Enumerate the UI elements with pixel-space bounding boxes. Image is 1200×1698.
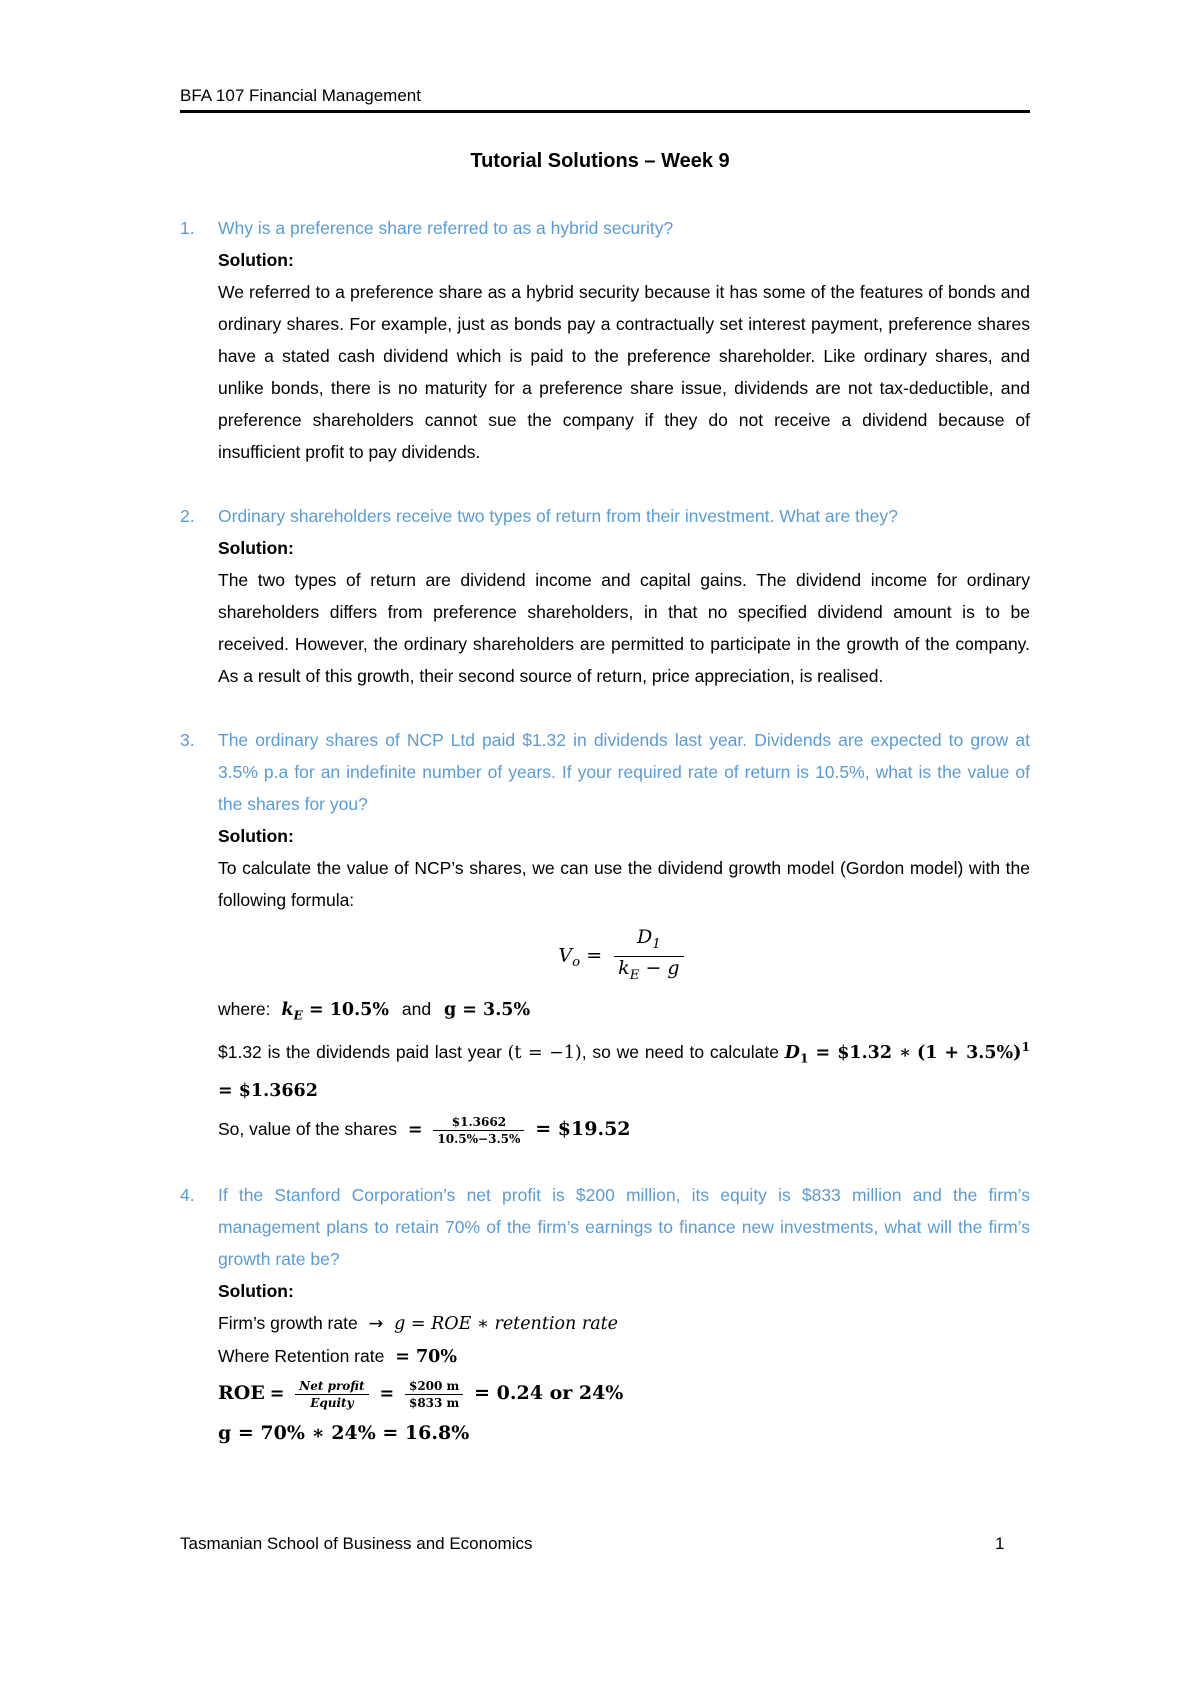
header-rule <box>180 110 1030 113</box>
footer-school: Tasmanian School of Business and Economics <box>180 1534 533 1553</box>
answer-text: We referred to a preference share as a hybrid security because it has some of the features of bonds and ordinary shares. For example, just as bonds pay a contractually set interest payment, preference shares have a stated cash dividend which is paid to the preference shareholder. Like ordinary shares, and unlike bonds, there is no maturity for a preference share issue, dividends are not tax-deductible, and preference shareholders cannot sue the company if they do not receive a dividend because of insufficient profit to pay dividends. <box>218 282 1030 462</box>
question-3 <box>180 724 1030 1147</box>
answer-text: The two types of return are dividend income and capital gains. The dividend income for ordinary shareholders differs from preference shareholders, in that no specified dividend amount is to be received. However, the ordinary shareholders are permitted to participate in the growth of the company. As a result of this growth, their second source of return, price appreciation, is realised. <box>218 570 1030 686</box>
document-body <box>180 212 1030 1481</box>
share-value-line: So, value of the shares = $\frac{\$1.3662}{10.5\%-3.5\%}$ = $19.52 <box>218 1115 631 1147</box>
question-text: Ordinary shareholders receive two types of return from their investment. What are they? <box>218 506 898 526</box>
question-text: If the Stanford Corporation’s net profit is $200 million, its equity is $833 million and the firm’s management plans to retain 70% of the firm’s earnings to finance new investments, what will the firm’s growth rate be? <box>218 1185 1030 1270</box>
share-value-fraction: $\frac{\$1.3662}{10.5\%-3.5\%}$ <box>433 1114 524 1147</box>
roe-fraction-2: $\frac{\$200 m}{\$833 m}$ <box>405 1378 463 1411</box>
question-number: 3. <box>180 730 195 750</box>
course-header: BFA 107 Financial Management <box>180 86 421 105</box>
dividend-calc-line: $1.32 is the dividends paid last year (t = −1), so we need to calculate $D_1$ = $1.32 ∗ $(1 + 3.5\%)^1$ = $1.3662 <box>218 1039 1030 1102</box>
roe-line: ROE = $\frac{\text{Net profit}}{\text{Equity}}$ = $\frac{\$200 m}{\$833 m}$ = 0.24 or 24% <box>218 1379 624 1411</box>
answer-text: To calculate the value of NCP’s shares, we can use the dividend growth model (Gordon model) with the following formula: <box>218 858 1030 910</box>
gordon-fraction: $\frac{D_1}{k_E - g}$ <box>614 926 683 987</box>
question-number: 1. <box>180 218 195 238</box>
solution-label: Solution: <box>218 538 294 558</box>
gordon-formula: $V_o$ = $\frac{D_1}{k_E - g}$ <box>218 926 1030 987</box>
question-number: 4. <box>180 1185 195 1206</box>
question-1 <box>180 212 1030 468</box>
question-number: 2. <box>180 506 195 526</box>
solution-label: Solution: <box>218 1281 294 1302</box>
where-line: where: $k_E = 10.5\%$ and g = 3.5% <box>218 998 531 1023</box>
question-2 <box>180 500 1030 692</box>
question-text: Why is a preference share referred to as a hybrid security? <box>218 218 674 238</box>
solution-label: Solution: <box>218 826 294 846</box>
growth-result-line: g = 70% ∗ 24% = 16.8% <box>218 1422 470 1445</box>
page-title: Tutorial Solutions – Week 9 <box>470 150 730 172</box>
arrow-icon: → <box>368 1314 384 1335</box>
growth-rate-line: Firm’s growth rate → g = ROE ∗ retention rate <box>218 1313 619 1335</box>
roe-fraction-1: $\frac{\text{Net profit}}{\text{Equity}}$ <box>295 1378 368 1411</box>
question-text: The ordinary shares of NCP Ltd paid $1.32 in dividends last year. Dividends are expected to grow at 3.5% p.a for an indefinite number of years. If your required rate of return is 10.5%, what is the value of the shares for you? <box>218 730 1030 814</box>
question-4 <box>180 1179 1030 1449</box>
page-number: 1 <box>995 1534 1005 1553</box>
solution-label: Solution: <box>218 250 294 270</box>
retention-line: Where Retention rate = 70% <box>218 1346 457 1368</box>
